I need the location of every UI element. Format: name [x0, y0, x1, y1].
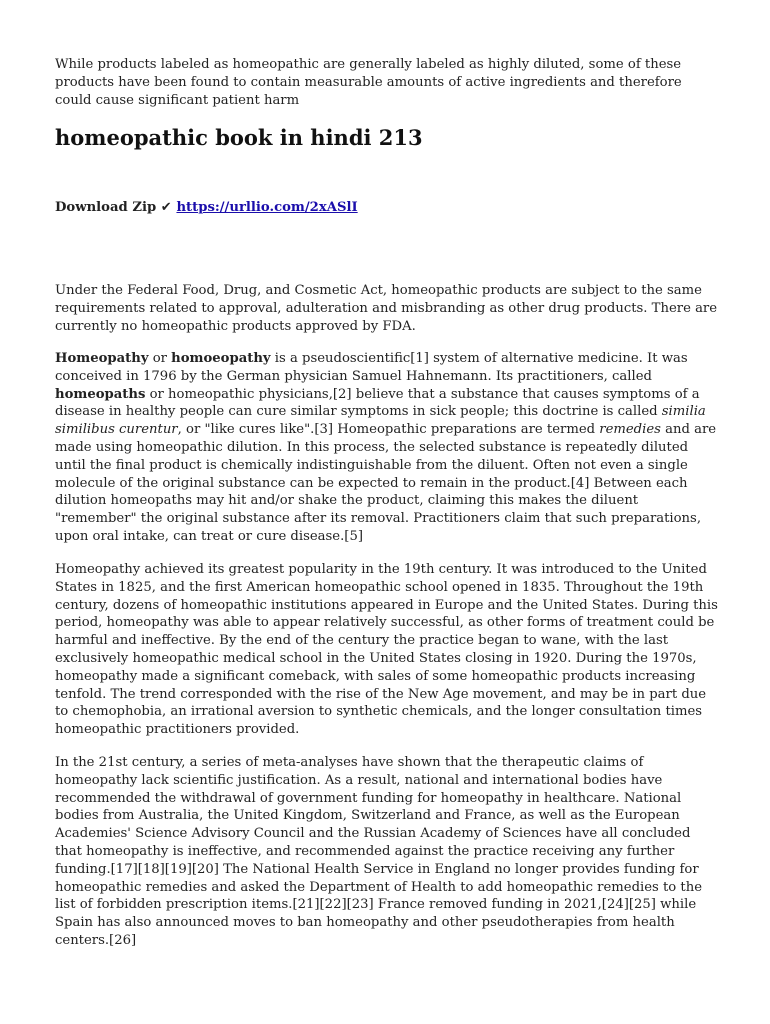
meta-analyses-paragraph: In the 21st century, a series of meta-analyses have shown that the therapeutic claims of homeopathy lack scientific justification. As a result, national and international bodies have recommended the withdrawal of government funding for homeopathy in healthcare. National bodies from Australia, the United Kingdom, Switzerland and France, as well as the European Academies' Science Advisory Council and the Russian Academy of Sciences have all concluded that homeopathy is ineffective, and recommended against the practice receiving any further funding.[17][18][19][20] The National Health Service in England no longer provides funding for homeopathic remedies and asked the Department of Health to add homeopathic remedies to the list of forbidden prescription items.[21][22][23] France removed funding in 2021,[24][25] while Spain has also announced moves to ban homeopathy and other pseudotherapies from health centers.[26] — [55, 755, 703, 948]
check-icon: ✔ — [160, 200, 172, 215]
term-homeopathy: Homeopathy — [55, 351, 149, 366]
text-run: or — [148, 351, 172, 366]
text-run: and are made using homeopathic dilution. In this process, the selected substance is repeatedly diluted until the final product is chemically indistinguishable from the diluent. Often not even a single molecule of the original substance can be expected to remain in the product.[4] Between each dilution homeopaths may hit and/or shake the product, claiming this makes the diluent "remember" the original substance after its removal. Practitioners claim that such preparations, upon oral intake, can treat or cure disease.[5] — [55, 422, 717, 544]
fda-paragraph: Under the Federal Food, Drug, and Cosmetic Act, homeopathic products are subject to the same requirements related to approval, adulteration and misbranding as other drug products. There are currently no homeopathic products approved by FDA. — [55, 283, 718, 334]
text-run: or homeopathic physicians,[2] believe that a substance that causes symptoms of a disease in healthy people can cure similar symptoms in sick people; this doctrine is called — [55, 386, 700, 420]
term-homeopaths: homeopaths — [55, 386, 146, 402]
text-run: is a pseudoscientific[1] system of alternative medicine. It was conceived in 1796 by the German physician Samuel Hahnemann. Its practitioners, called — [55, 351, 688, 384]
intro-paragraph: While products labeled as homeopathic are generally labeled as highly diluted, some of these products have been found to contain measurable amounts of active ingredients and therefore could cause significant patient harm — [55, 57, 682, 108]
homeopathy-definition-paragraph — [55, 350, 720, 546]
download-label: Download Zip — [55, 200, 157, 215]
download-link[interactable]: https://urllio.com/2xASlI — [176, 200, 358, 215]
history-paragraph: Homeopathy achieved its greatest popularity in the 19th century. It was introduced to the United States in 1825, and the first American homeopathic school opened in 1835. Throughout the 19th century, dozens of homeopathic institutions appeared in Europe and the United States. During this period, homeopathy was able to appear relatively successful, as other forms of treatment could be harmful and ineffective. By the end of the century the practice began to wane, with the last exclusively homeopathic medical school in the United States closing in 1920. During the 1970s, homeopathy made a significant comeback, with sales of some homeopathic products increasing tenfold. The trend corresponded with the rise of the New Age movement, and may be in part due to chemophobia, an irrational aversion to synthetic chemicals, and the longer consultation times homeopathic practitioners provided. — [55, 562, 718, 738]
page-title: homeopathic book in hindi 213 — [55, 125, 423, 150]
download-line — [55, 199, 358, 217]
latin-phrase: similia similibus curentur — [55, 404, 706, 438]
text-run: , or "like cures like".[3] Homeopathic preparations are termed — [177, 422, 600, 438]
term-remedies: remedies — [599, 422, 661, 438]
term-homoeopathy: homoeopathy — [171, 351, 271, 366]
